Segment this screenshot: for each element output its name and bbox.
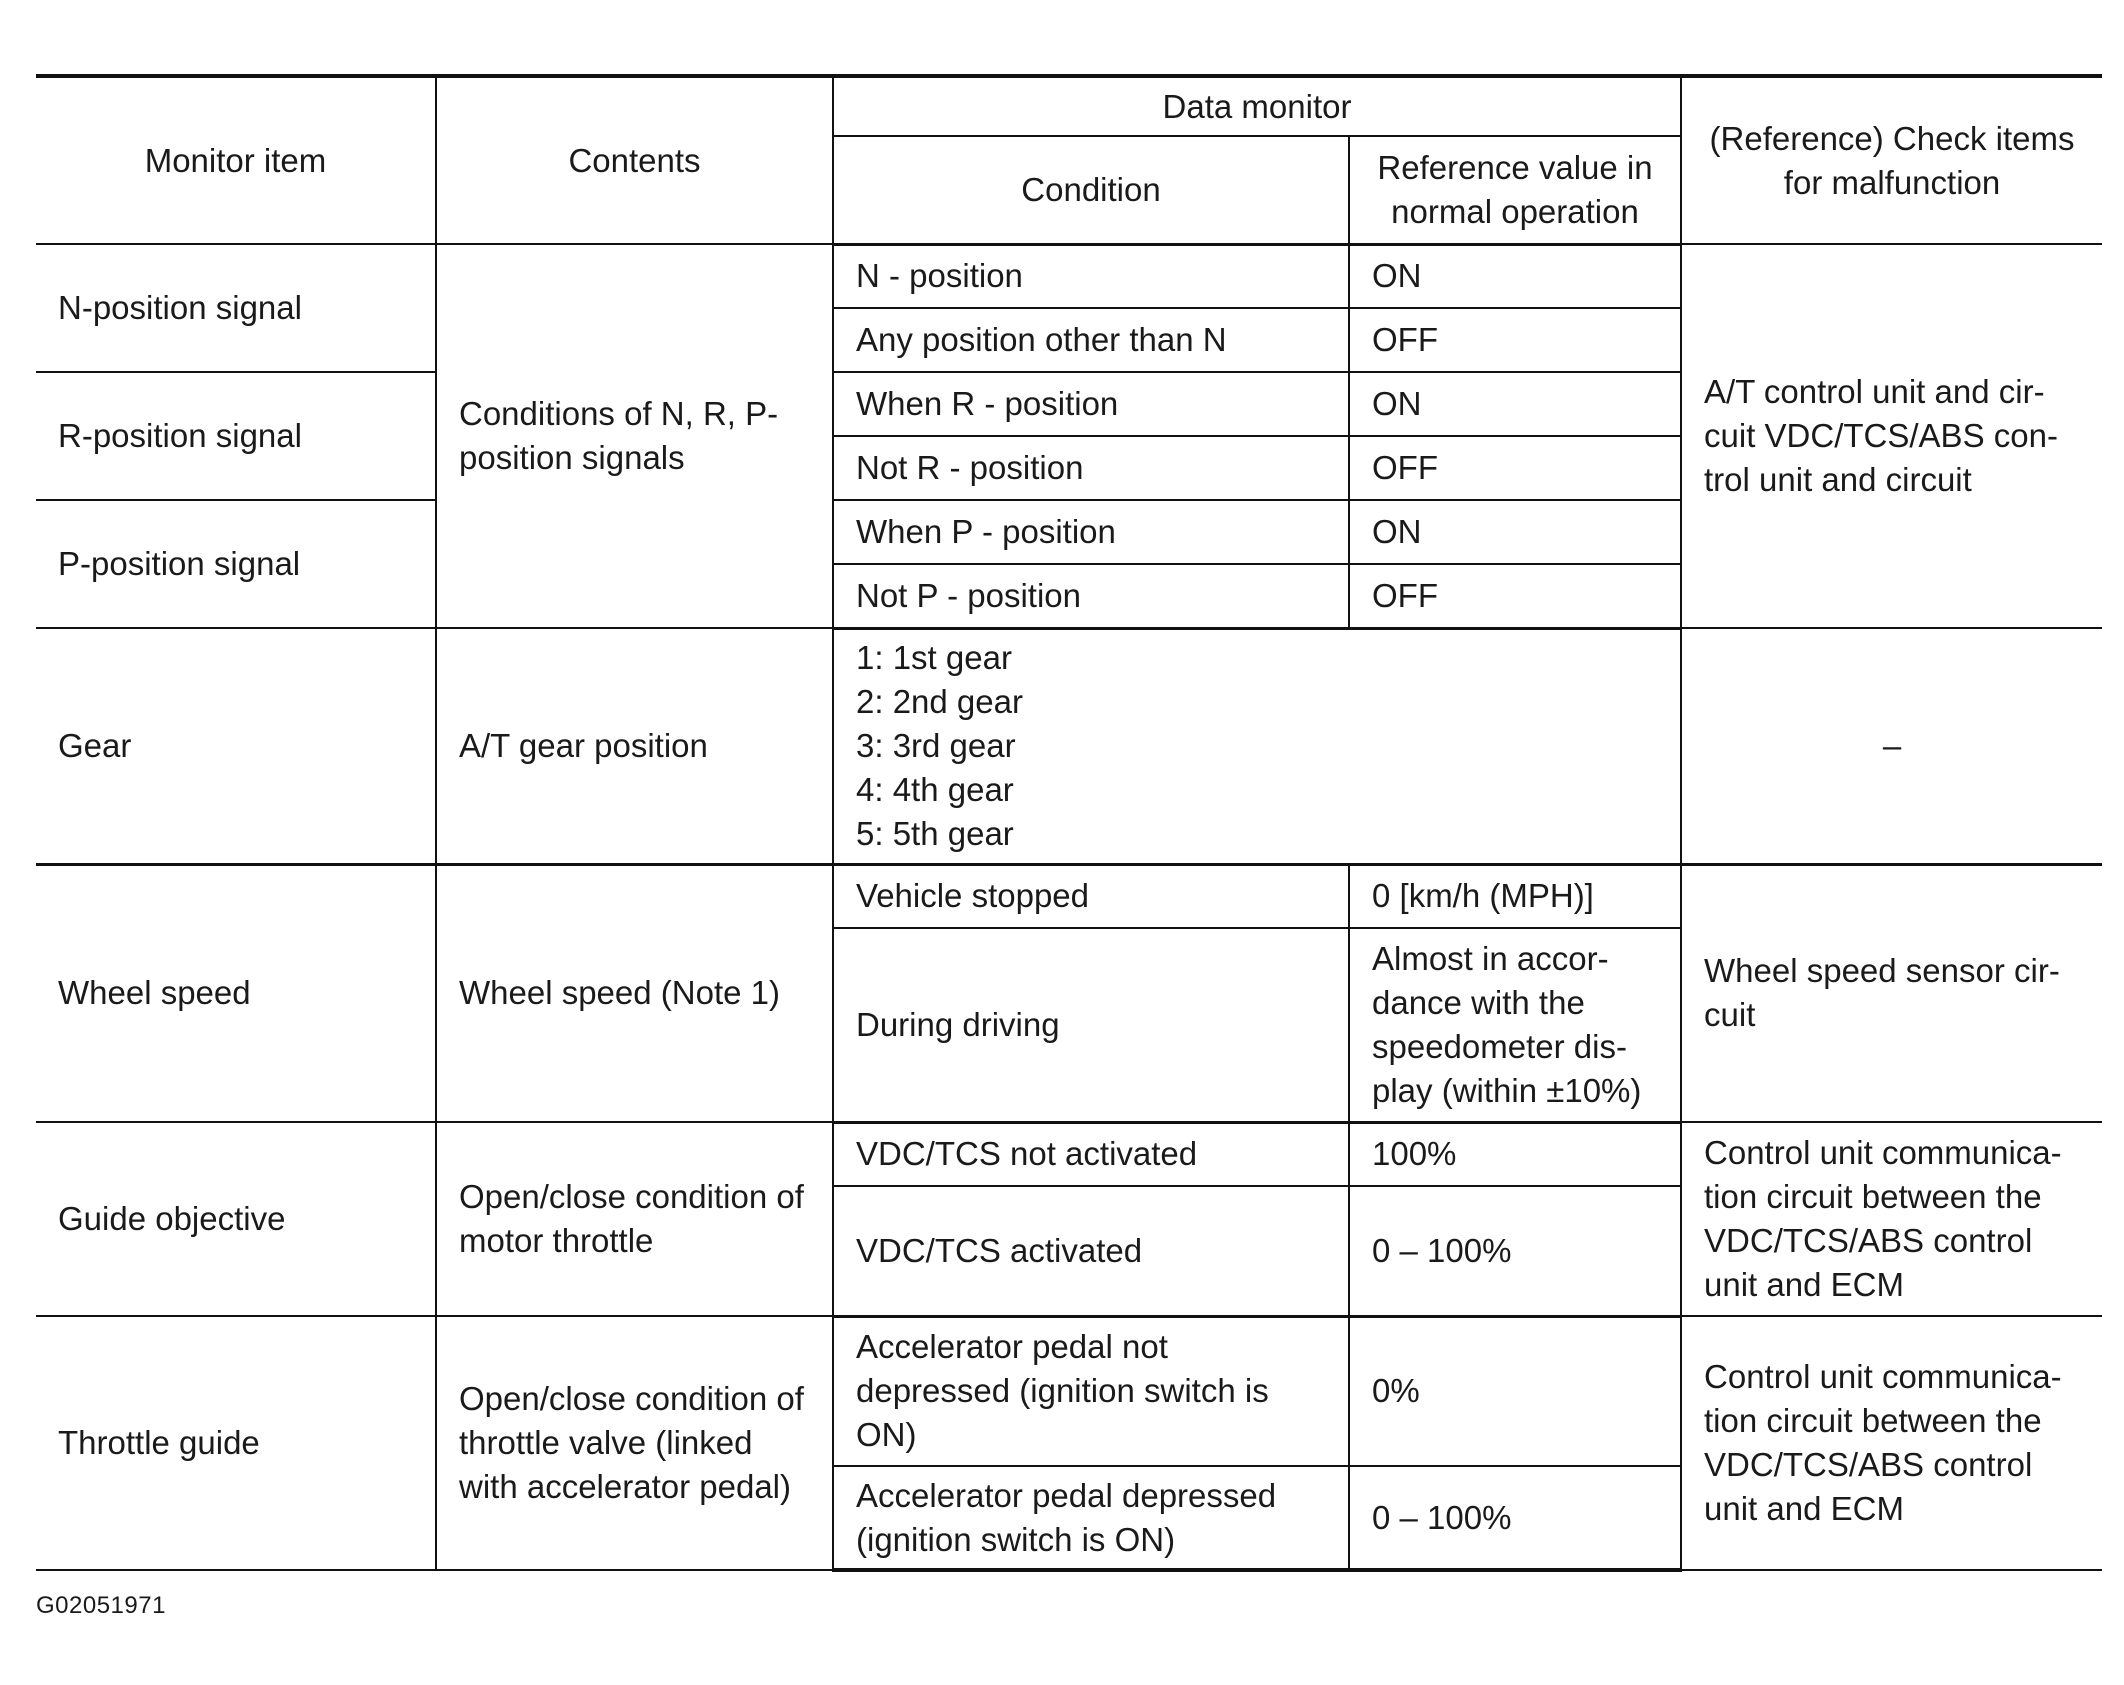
contents-wheel-speed: Wheel speed (Note 1) <box>436 864 833 1122</box>
value-cell: 0 – 100% <box>1349 1186 1681 1316</box>
check-gear: – <box>1681 628 2102 864</box>
gear-value-line: 4: 4th gear <box>856 771 1014 808</box>
gear-value-line: 5: 5th gear <box>856 815 1014 852</box>
value-cell: 100% <box>1349 1122 1681 1186</box>
check-guide-objective: Control unit communica-tion circuit between the VDC/TCS/ABS control unit and ECM <box>1681 1122 2102 1316</box>
condition-cell: VDC/TCS not activated <box>833 1122 1349 1186</box>
condition-cell: Vehicle stopped <box>833 864 1349 928</box>
condition-cell: When P - position <box>833 500 1349 564</box>
monitor-item-wheel-speed: Wheel speed <box>36 864 436 1122</box>
gear-value-line: 3: 3rd gear <box>856 727 1016 764</box>
monitor-item-r-position: R-position signal <box>36 372 436 500</box>
condition-cell: Not R - position <box>833 436 1349 500</box>
value-cell: Almost in accor-dance with the speedometer dis-play (within ±10%) <box>1349 928 1681 1122</box>
condition-cell: Not P - position <box>833 564 1349 628</box>
condition-cell: Accelerator pedal not depressed (ignition switch is ON) <box>833 1316 1349 1466</box>
value-cell: ON <box>1349 244 1681 308</box>
monitor-item-guide-objective: Guide objective <box>36 1122 436 1316</box>
check-throttle-guide: Control unit communica-tion circuit between the VDC/TCS/ABS control unit and ECM <box>1681 1316 2102 1570</box>
monitor-item-p-position: P-position signal <box>36 500 436 628</box>
header-monitor-item: Monitor item <box>36 76 436 244</box>
header-check-items: (Reference) Check items for malfunction <box>1681 76 2102 244</box>
check-position-signals: A/T control unit and cir-cuit VDC/TCS/ABS con-trol unit and circuit <box>1681 244 2102 628</box>
value-cell: OFF <box>1349 564 1681 628</box>
condition-cell: N - position <box>833 244 1349 308</box>
value-cell: 0% <box>1349 1316 1681 1466</box>
condition-cell: When R - position <box>833 372 1349 436</box>
value-cell: OFF <box>1349 308 1681 372</box>
check-wheel-speed: Wheel speed sensor cir-cuit <box>1681 864 2102 1122</box>
header-condition: Condition <box>833 136 1349 244</box>
condition-cell: VDC/TCS activated <box>833 1186 1349 1316</box>
contents-guide-objective: Open/close condition of motor throttle <box>436 1122 833 1316</box>
figure-id: G02051971 <box>36 1592 166 1619</box>
monitor-item-n-position: N-position signal <box>36 244 436 372</box>
header-reference-value: Reference value in normal operation <box>1349 136 1681 244</box>
gear-value-line: 1: 1st gear <box>856 639 1012 676</box>
monitor-item-throttle-guide: Throttle guide <box>36 1316 436 1570</box>
value-cell: ON <box>1349 500 1681 564</box>
value-cell: 0 [km/h (MPH)] <box>1349 864 1681 928</box>
gear-value-line: 2: 2nd gear <box>856 683 1023 720</box>
data-monitor-table <box>36 74 2102 1572</box>
condition-cell: Accelerator pedal depressed (ignition switch is ON) <box>833 1466 1349 1570</box>
condition-cell: Any position other than N <box>833 308 1349 372</box>
contents-gear: A/T gear position <box>436 628 833 864</box>
value-cell: ON <box>1349 372 1681 436</box>
condition-cell: During driving <box>833 928 1349 1122</box>
contents-throttle-guide: Open/close condition of throttle valve (linked with accelerator pedal) <box>436 1316 833 1570</box>
header-data-monitor: Data monitor <box>833 76 1681 136</box>
monitor-item-gear: Gear <box>36 628 436 864</box>
gear-values <box>833 628 1681 864</box>
value-cell: 0 – 100% <box>1349 1466 1681 1570</box>
header-contents: Contents <box>436 76 833 244</box>
value-cell: OFF <box>1349 436 1681 500</box>
contents-position-signals: Conditions of N, R, P-position signals <box>436 244 833 628</box>
